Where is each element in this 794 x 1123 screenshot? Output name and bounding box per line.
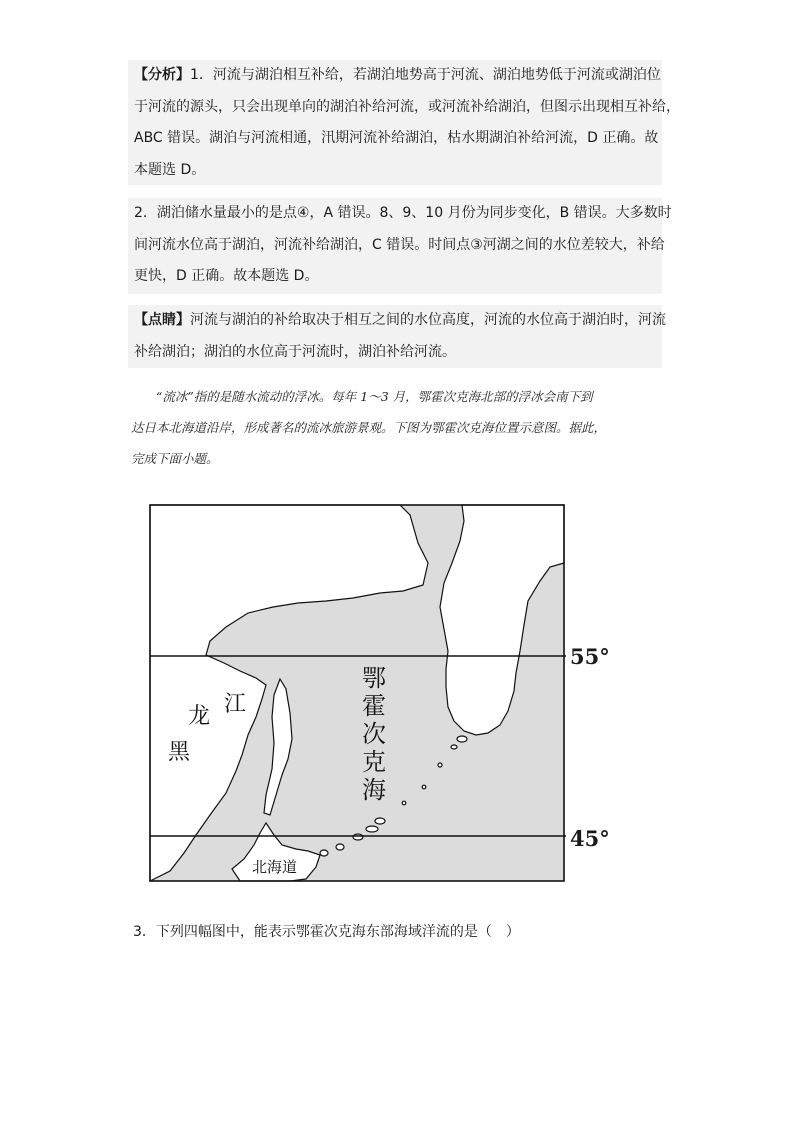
analysis-block [128, 60, 680, 185]
analysis2-line-1: 2．湖泊储水量最小的是点④，A 错误。8、9、10 月份为同步变化，B 错误。大多数时 [134, 205, 672, 221]
latitude-label-45: 45° [570, 826, 610, 851]
sea-label-char-1: 鄂 [362, 664, 386, 692]
comment-tag: 【点睛】 [134, 312, 190, 328]
sea-label-char-5: 海 [362, 776, 386, 804]
analysis-tag: 【分析】 [134, 67, 190, 83]
hokkaido-label: 北海道 [252, 858, 298, 876]
comment-block [128, 305, 666, 368]
heilongjiang-char-jiang: 江 [224, 692, 247, 717]
analysis2-line-3: 更快，D 正确。故本题选 D。 [134, 268, 319, 284]
heilongjiang-char-hei: 黑 [168, 740, 191, 765]
comment-text: 河流与湖泊的补给取决于相互之间的水位高度，河流的水位高于湖泊时，河流 [190, 312, 666, 328]
heilongjiang-char-long: 龙 [188, 704, 211, 729]
passage-line-3: 完成下面小题。 [131, 451, 219, 466]
analysis2-line-2: 间河流水位高于湖泊，河流补给湖泊，C 错误。时间点③河湖之间的水位差较大，补给 [134, 236, 665, 253]
passage-line-1: “流冰”指的是随水流动的浮冰。每年 1～3 月，鄂霍次克海北部的浮冰会南下到 [131, 389, 593, 404]
analysis-block-2 [128, 198, 672, 294]
comment-line-1 [134, 305, 666, 337]
question-passage [131, 381, 671, 474]
passage-line-2: 达日本北海道沿岸，形成著名的流冰旅游景观。下图为鄂霍次克海位置示意图。据此， [131, 420, 607, 435]
question-3: 3．下列四幅图中，能表示鄂霍次克海东部海域洋流的是（ ） [133, 924, 520, 940]
comment-line-2: 补给湖泊；湖泊的水位高于河流时，湖泊补给河流。 [134, 343, 456, 360]
analysis-line-2: 于河流的源头，只会出现单向的湖泊补给河流，或河流补给湖泊，但图示出现相互补给， [134, 98, 680, 115]
analysis-line-4: 本题选 D。 [134, 161, 206, 178]
sea-label-char-4: 克 [362, 748, 386, 776]
okhotsk-sea-map [148, 503, 568, 883]
analysis-line-1 [134, 60, 661, 92]
sea-label-char-3: 次 [362, 720, 386, 748]
analysis-text: 1．河流与湖泊相互补给，若湖泊地势高于河流、湖泊地势低于河流或湖泊位 [190, 67, 661, 83]
latitude-label-55: 55° [570, 644, 610, 669]
sea-label-char-2: 霍 [362, 692, 386, 720]
analysis-line-3: ABC 错误。湖泊与河流相通，汛期河流补给湖泊，枯水期湖泊补给河流，D 正确。故 [134, 130, 659, 146]
